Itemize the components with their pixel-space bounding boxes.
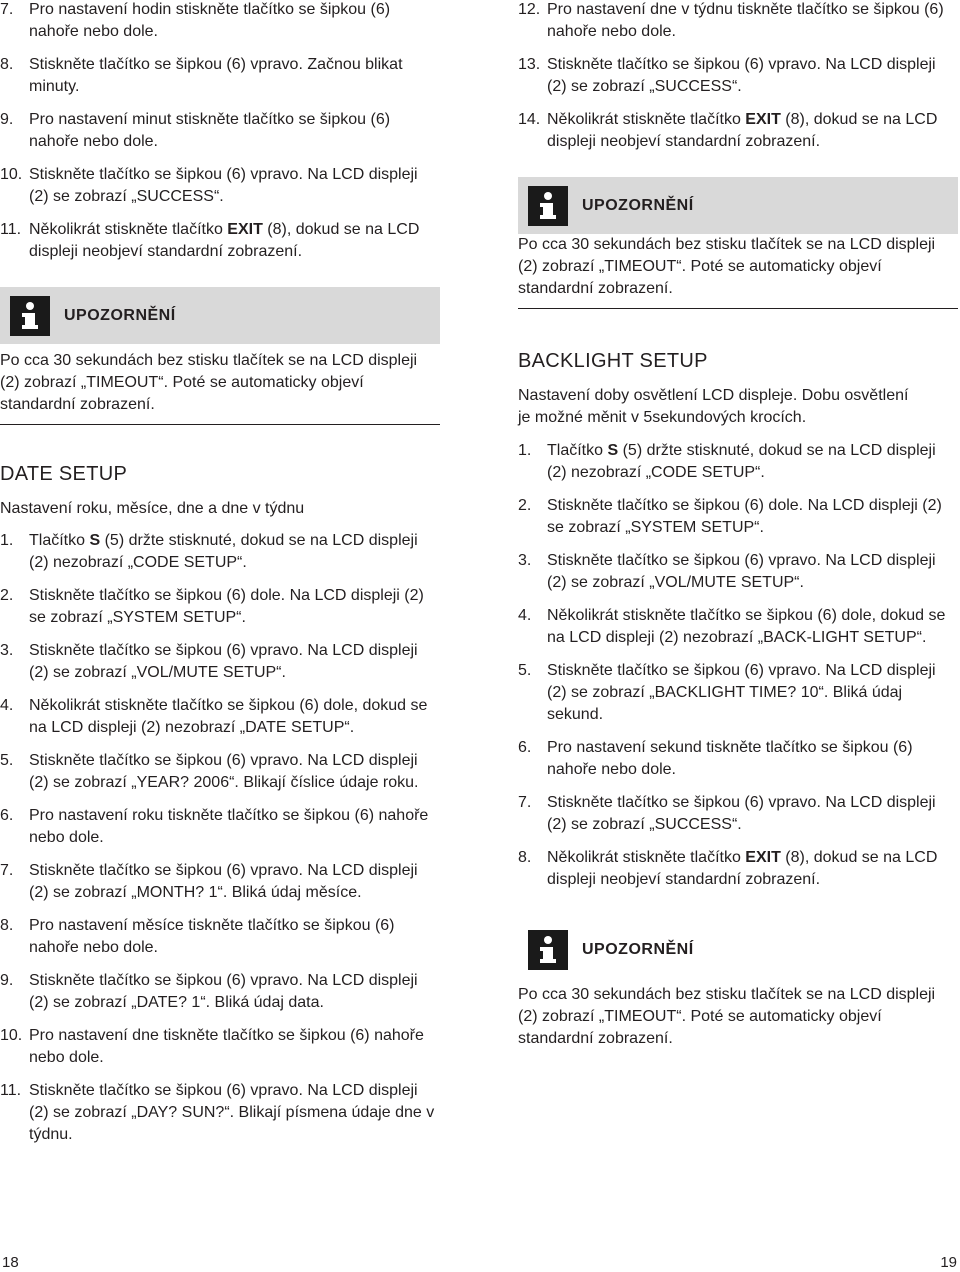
step-number: 8. — [0, 56, 14, 73]
text-run: Pro nastavení dne tiskněte tlačítko se šipkou (6) nahoře nebo dole. — [29, 1027, 424, 1066]
page-number-left: 18 — [2, 1254, 19, 1271]
list-item — [0, 54, 440, 98]
text-run: Stiskněte tlačítko se šipkou (6) vpravo. Na LCD displeji (2) se zobrazí „VOL/MUTE SETUP“. — [547, 552, 936, 591]
bold-key: EXIT — [227, 221, 263, 238]
step-text — [547, 847, 958, 891]
step-number: 7. — [0, 1, 14, 18]
list-item — [0, 585, 440, 629]
step-number: 10. — [0, 1027, 23, 1044]
section-title: DATE SETUP — [0, 463, 128, 485]
text-run: Stiskněte tlačítko se šipkou (6) dole. Na LCD displeji (2) se zobrazí „SYSTEM SETUP“. — [547, 497, 942, 536]
list-item — [518, 847, 958, 891]
notice-header — [518, 177, 958, 234]
step-number: 9. — [0, 111, 14, 128]
step-text — [547, 0, 958, 43]
text-run: Několikrát stiskněte tlačítko — [547, 849, 746, 866]
notice-text: Po cca 30 sekundách bez stisku tlačítek se na LCD displeji (2) zobrazí „TIMEOUT“. Poté se automaticky objeví standardní zobrazení. — [518, 986, 936, 1047]
text-run: Několikrát stiskněte tlačítko se šipkou (6) dole, dokud se na LCD displeji (2) nezobrazí „DATE SETUP“. — [29, 697, 428, 736]
text-run: Pro nastavení dne v týdnu tiskněte tlačítko se šipkou (6) nahoře nebo dole. — [547, 1, 944, 40]
list-item — [518, 495, 958, 539]
list-item — [0, 915, 440, 959]
step-number: 1. — [0, 532, 14, 549]
step-text — [29, 640, 440, 684]
text-run: Stiskněte tlačítko se šipkou (6) vpravo. Na LCD displeji (2) se zobrazí „BACKLIGHT TIME? 10“. Bliká údaj sekund. — [547, 662, 936, 723]
list-item — [518, 54, 958, 98]
steps-list — [518, 440, 958, 891]
step-text — [29, 970, 440, 1014]
list-item — [0, 1080, 440, 1146]
list-item — [0, 970, 440, 1014]
right-page — [518, 0, 958, 1058]
text-run: Pro nastavení sekund tiskněte tlačítko se šipkou (6) nahoře nebo dole. — [547, 739, 913, 778]
list-item — [0, 109, 440, 153]
step-number: 14. — [518, 111, 541, 128]
step-number: 7. — [518, 794, 532, 811]
list-item — [0, 164, 440, 208]
backlight-setup-section — [518, 349, 958, 891]
step-text — [29, 1025, 440, 1069]
step-text — [547, 550, 958, 594]
list-item — [0, 805, 440, 849]
steps-list — [0, 530, 440, 1146]
text-run: Stiskněte tlačítko se šipkou (6) vpravo. Na LCD displeji (2) se zobrazí „DAY? SUN?“. Blikají písmena údaje dne v týdnu. — [29, 1082, 435, 1143]
text-run: (8), dokud se na LCD displeji neobjeví standardní zobrazení. — [29, 221, 420, 260]
step-text — [547, 737, 958, 781]
list-item — [518, 440, 958, 484]
text-run: Pro nastavení hodin stiskněte tlačítko se šipkou (6) nahoře nebo dole. — [29, 1, 391, 40]
notice-header — [518, 921, 958, 978]
page-number-right: 19 — [940, 1254, 957, 1271]
step-number: 7. — [0, 862, 14, 879]
step-text — [547, 660, 958, 726]
step-number: 4. — [518, 607, 532, 624]
list-item — [518, 109, 958, 153]
step-number: 11. — [0, 221, 22, 238]
text-run: (8), dokud se na LCD displeji neobjeví standardní zobrazení. — [547, 111, 938, 150]
list-item — [518, 792, 958, 836]
text-run: (5) držte stisknuté, dokud se na LCD displeji (2) nezobrazí „CODE SETUP“. — [29, 532, 418, 571]
notice-label: UPOZORNĚNÍ — [582, 940, 694, 958]
step-text — [29, 915, 440, 959]
step-number: 2. — [518, 497, 532, 514]
info-icon — [528, 186, 568, 226]
step-number: 5. — [0, 752, 14, 769]
list-item — [0, 0, 440, 43]
step-number: 12. — [518, 1, 541, 18]
step-number: 6. — [0, 807, 14, 824]
step-number: 1. — [518, 442, 532, 459]
step-text — [29, 750, 440, 794]
notice-box — [518, 921, 958, 1058]
step-text — [547, 605, 958, 649]
text-run: Pro nastavení měsíce tiskněte tlačítko se šipkou (6) nahoře nebo dole. — [29, 917, 395, 956]
text-run: Několikrát stiskněte tlačítko — [29, 221, 228, 238]
list-item — [0, 530, 440, 574]
text-run: Tlačítko — [547, 442, 608, 459]
list-item — [518, 605, 958, 649]
notice-box — [518, 177, 958, 309]
text-run: Stiskněte tlačítko se šipkou (6) vpravo. Na LCD displeji (2) se zobrazí „MONTH? 1“. Bliká údaj měsíce. — [29, 862, 418, 901]
text-run: Pro nastavení minut stiskněte tlačítko se šipkou (6) nahoře nebo dole. — [29, 111, 391, 150]
list-item — [0, 750, 440, 794]
step-text — [29, 805, 440, 849]
text-run: Několikrát stiskněte tlačítko se šipkou (6) dole, dokud se na LCD displeji (2) nezobrazí „BACK-LIGHT SETUP“. — [547, 607, 946, 646]
list-item — [0, 695, 440, 739]
bold-key: S — [89, 532, 101, 549]
step-number: 2. — [0, 587, 14, 604]
text-run: Stiskněte tlačítko se šipkou (6) vpravo. Začnou blikat minuty. — [29, 56, 403, 95]
notice-label: UPOZORNĚNÍ — [582, 196, 694, 214]
info-icon — [10, 296, 50, 336]
step-text — [29, 219, 440, 263]
left-page — [0, 0, 440, 1157]
section-title: BACKLIGHT SETUP — [518, 350, 708, 372]
text-run: Stiskněte tlačítko se šipkou (6) vpravo. Na LCD displeji (2) se zobrazí „SUCCESS“. — [29, 166, 418, 205]
text-run: Stiskněte tlačítko se šipkou (6) vpravo. Na LCD displeji (2) se zobrazí „VOL/MUTE SETUP“. — [29, 642, 418, 681]
step-text — [547, 54, 958, 98]
list-item — [0, 219, 440, 263]
notice-text: Po cca 30 sekundách bez stisku tlačítek se na LCD displeji (2) zobrazí „TIMEOUT“. Poté se automaticky objeví standardní zobrazení. — [518, 234, 958, 309]
list-item — [0, 640, 440, 684]
step-text — [29, 0, 440, 43]
step-text — [29, 1080, 440, 1146]
step-text — [29, 109, 440, 153]
step-number: 10. — [0, 166, 23, 183]
section-intro: Nastavení doby osvětlení LCD displeje. Dobu osvětlení je možné měnit v 5sekundových krocích. — [518, 387, 909, 426]
step-number: 8. — [0, 917, 14, 934]
list-item — [0, 860, 440, 904]
notice-header — [0, 287, 440, 344]
notice-label: UPOZORNĚNÍ — [64, 306, 176, 324]
step-number: 4. — [0, 697, 14, 714]
step-text — [29, 585, 440, 629]
list-item — [518, 660, 958, 726]
text-run: Několikrát stiskněte tlačítko — [547, 111, 746, 128]
step-number: 3. — [0, 642, 14, 659]
step-text — [29, 164, 440, 208]
step-text — [547, 440, 958, 484]
step-text — [29, 530, 440, 574]
step-text — [547, 495, 958, 539]
step-number: 9. — [0, 972, 14, 989]
text-run: Stiskněte tlačítko se šipkou (6) vpravo. Na LCD displeji (2) se zobrazí „YEAR? 2006“. Blikají číslice údaje roku. — [29, 752, 419, 791]
text-run: Stiskněte tlačítko se šipkou (6) vpravo. Na LCD displeji (2) se zobrazí „SUCCESS“. — [547, 56, 936, 95]
info-icon — [528, 930, 568, 970]
text-run: Stiskněte tlačítko se šipkou (6) dole. Na LCD displeji (2) se zobrazí „SYSTEM SETUP“. — [29, 587, 424, 626]
step-text — [29, 695, 440, 739]
list-item — [518, 737, 958, 781]
text-run: Tlačítko — [29, 532, 90, 549]
step-number: 6. — [518, 739, 532, 756]
text-run: (8), dokud se na LCD displeji neobjeví standardní zobrazení. — [547, 849, 938, 888]
step-text — [547, 792, 958, 836]
list-item — [0, 1025, 440, 1069]
bold-key: EXIT — [745, 849, 781, 866]
bold-key: EXIT — [745, 111, 781, 128]
section-intro: Nastavení roku, měsíce, dne a dne v týdnu — [0, 500, 305, 517]
date-setup-section — [0, 462, 440, 1146]
steps-list — [518, 0, 958, 153]
notice-text: Po cca 30 sekundách bez stisku tlačítek se na LCD displeji (2) zobrazí „TIMEOUT“. Poté se automaticky objeví standardní zobrazení. — [0, 350, 440, 425]
text-run: Stiskněte tlačítko se šipkou (6) vpravo. Na LCD displeji (2) se zobrazí „SUCCESS“. — [547, 794, 936, 833]
notice-box — [0, 287, 440, 425]
step-text — [29, 860, 440, 904]
step-number: 13. — [518, 56, 541, 73]
list-item — [518, 0, 958, 43]
list-item — [518, 550, 958, 594]
step-text — [29, 54, 440, 98]
step-number: 3. — [518, 552, 532, 569]
steps-list — [0, 0, 440, 263]
text-run: (5) držte stisknuté, dokud se na LCD displeji (2) nezobrazí „CODE SETUP“. — [547, 442, 936, 481]
text-run: Stiskněte tlačítko se šipkou (6) vpravo. Na LCD displeji (2) se zobrazí „DATE? 1“. Bliká údaj data. — [29, 972, 418, 1011]
bold-key: S — [607, 442, 619, 459]
step-text — [547, 109, 958, 153]
text-run: Pro nastavení roku tiskněte tlačítko se šipkou (6) nahoře nebo dole. — [29, 807, 429, 846]
step-number: 11. — [0, 1082, 22, 1099]
step-number: 8. — [518, 849, 532, 866]
step-number: 5. — [518, 662, 532, 679]
